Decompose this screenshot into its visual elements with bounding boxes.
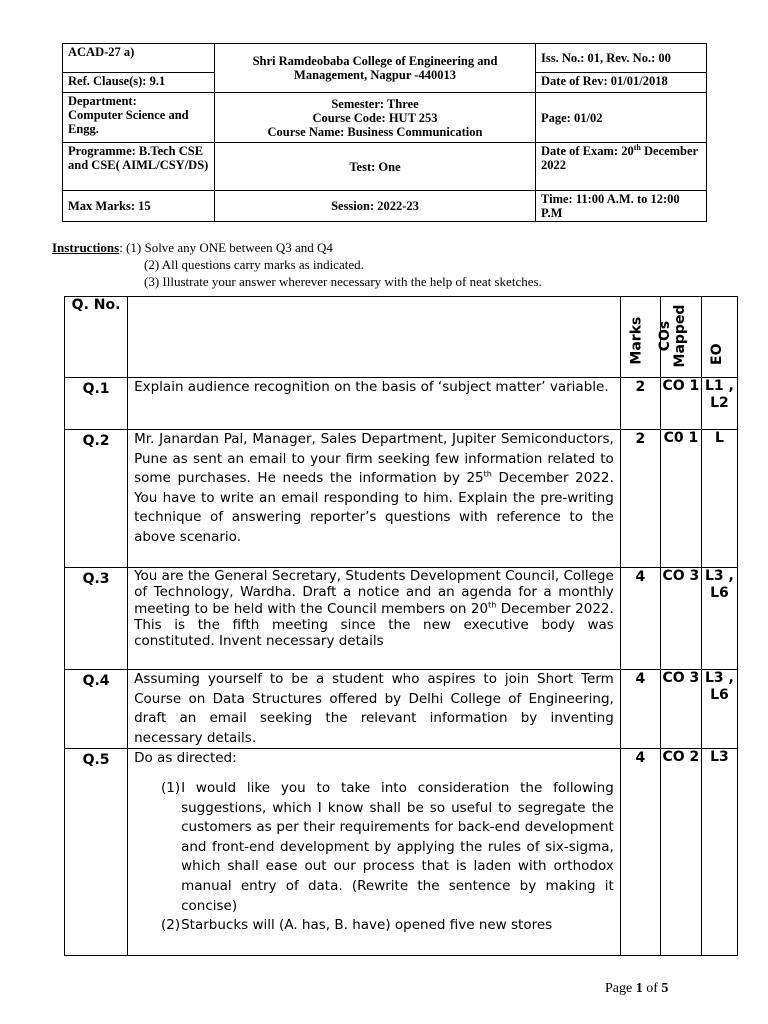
question-text-part-b: December 2022. You have to write an email responding to him. Explain the pre-writing technique of answering reporter’s questions with reference to the above scenario. [134,470,614,545]
list-item [134,916,614,936]
programme: Programme: B.Tech CSE and CSE( AIML/CSY/DS) [63,143,215,191]
page-of: of [642,981,662,996]
question-marks: 4 [620,670,660,749]
question-text-sup: th [483,469,492,479]
question-co: CO 1 [660,378,701,430]
question-text-part-b: December 2022. This is the fifth meeting since the new executive body was constituted. Invent necessary details [134,600,614,650]
question-text-part-a: Mr. Janardan Pal, Manager, Sales Department, Jupiter Semiconductors, Pune as sent an email to your firm seeking few information related to some purchases. He needs the information by 25 [134,431,614,487]
question-text [128,749,621,956]
sub-question-text: Starbucks will (A. has, B. have) opened five new stores [181,917,553,934]
doc-code: ACAD-27 a) [63,44,215,73]
question-co: CO 3 [660,568,701,670]
date-of-exam [536,143,707,191]
department-cell [63,93,215,143]
eo-header: EO [709,343,726,365]
sub-question-list [134,779,614,936]
question-text [128,430,621,568]
page-info: Page: 01/02 [536,93,707,143]
question-number: Q.3 [65,568,128,670]
date-of-revision: Date of Rev: 01/01/2018 [536,73,707,93]
question-number: Q.5 [65,749,128,956]
question-eo: L3 , L6 [701,670,737,749]
table-row [65,378,738,430]
sub-question-number: (2) [160,917,181,934]
page-total: 5 [661,981,669,996]
test-name: Test: One [215,143,536,191]
cos-header-cell [656,297,701,378]
qno-header: Q. No. [65,297,128,378]
question-marks: 2 [620,430,660,568]
course-name: Course Name: Business Communication [267,124,483,139]
department-label: Department: [68,94,137,108]
page-current: 1 [635,981,643,996]
issue-number: Iss. No.: 01, Rev. No.: 00 [536,44,707,73]
question-marks: 4 [620,749,660,956]
sub-question-number: (1) [160,779,181,796]
date-of-exam-suffix: December 2022 [541,144,698,172]
department-value: Computer Science and Engg. [68,108,189,136]
instructions [52,239,732,290]
table-row [65,568,738,670]
question-text: Assuming yourself to be a student who aspires to join Short Term Course on Data Structures offered by Delhi College of Engineering, draft an email seeking the relevant information by inventing necessary details. [128,670,621,749]
header-table [62,43,707,222]
question-eo: L1 , L2 [701,378,737,430]
ref-clause: Ref. Clause(s): 9.1 [63,73,215,93]
date-of-exam-prefix: Date of Exam: 20 [541,144,634,158]
question-text [128,568,621,670]
table-row [65,430,738,568]
course-cell [215,93,536,143]
question-co: CO 3 [660,670,701,749]
exam-time: Time: 11:00 A.M. to 12:00 P.M [536,191,707,222]
list-item [134,779,614,916]
cos-header: COs Mapped [656,304,688,368]
question-directive: Do as directed: [134,750,237,767]
instructions-label: Instructions [52,240,120,255]
table-header-row [65,297,738,378]
max-marks: Max Marks: 15 [63,191,215,222]
question-number: Q.2 [65,430,128,568]
date-of-exam-sup: th [633,142,641,152]
instruction-3: (3) Illustrate your answer wherever necessary with the help of neat sketches. [144,274,542,289]
question-number: Q.4 [65,670,128,749]
question-eo: L3 , L6 [701,568,737,670]
sub-question-text: I would like you to take into consideration the following suggestions, which I know shall be so useful to segregate the customers as per their requirements for back-end development and front-end development by applying the rules of six-sigma, which shall ease out our process that is laden with orthodox manual entry of data. (Rewrite the sentence by making it concise) [181,779,614,914]
question-marks: 4 [620,568,660,670]
eo-header-cell [701,297,737,378]
question-eo: L3 [701,749,737,956]
instruction-line-1 [52,239,732,256]
marks-header: Marks [628,317,645,365]
question-text-sup: th [488,600,497,610]
instruction-2: (2) All questions carry marks as indicated. [144,257,364,272]
question-marks: 2 [620,378,660,430]
table-row [65,749,738,956]
table-row [65,670,738,749]
college-name: Shri Ramdeobaba College of Engineering and Management, Nagpur -440013 [215,44,536,93]
instruction-1: : (1) Solve any ONE between Q3 and Q4 [119,240,333,255]
question-text-part-a: You are the General Secretary, Students Development Council, College of Technology, Wardha. Draft a notice and an agenda for a monthly meeting to be held with the Council members on 20 [134,568,614,617]
session: Session: 2022-23 [215,191,536,222]
question-header [128,297,621,378]
question-number: Q.1 [65,378,128,430]
semester: Semester: Three [331,96,419,111]
question-text: Explain audience recognition on the basis of ‘subject matter’ variable. [128,378,621,430]
page-footer [605,981,668,997]
question-co: CO 2 [660,749,701,956]
course-code: Course Code: HUT 253 [312,110,438,125]
question-eo: L [701,430,737,568]
questions-table [64,296,738,956]
page-prefix: Page [605,981,636,996]
marks-header-cell [620,297,660,378]
question-co: C0 1 [660,430,701,568]
